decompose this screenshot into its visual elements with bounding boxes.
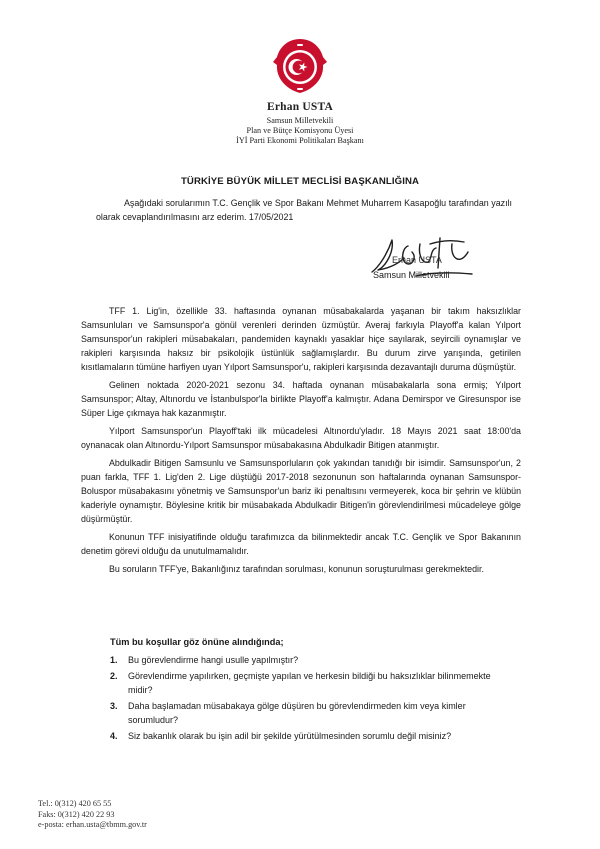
body-paragraph: Bu soruların TFF'ye, Bakanlığınız tarafından sorulması, konunun soruşturulması gerekmektedir. <box>109 564 484 574</box>
question-number: 1. <box>110 655 118 665</box>
intro-paragraph: Aşağıdaki sorularımın T.C. Gençlik ve Spor Bakanı Mehmet Muharrem Kasapoğlu tarafından yazılı olarak cevaplandırılmasını arz ederim. 17/05/2021 <box>96 198 512 222</box>
body-paragraph: Yılport Samsunspor'un Playoff'taki ilk mücadelesi Altınordu'yladır. 18 Mayıs 2021 saat 18:00'da oynanacak olan Altınordu-Yılport Samsunspor müsabakasına Abdulkadir Bitigen atanmıştır. <box>81 426 521 450</box>
question-text: Daha başlamadan müsabakaya gölge düşüren bu görevlendirmeden kim veya kimler sorumludur? <box>128 701 466 725</box>
header-line-district: Samsun Milletvekili <box>266 116 334 125</box>
questions-heading: Tüm bu koşullar göz önüne alındığında; <box>110 637 284 647</box>
header-line-committee: Plan ve Bütçe Komisyonu Üyesi <box>246 126 354 135</box>
question-item <box>110 729 505 743</box>
question-text: Görevlendirme yapılırken, geçmişte yapılan ve herkesin bildiği bu haksızlıklar bilinmemekte midir? <box>128 671 491 695</box>
question-text: Siz bakanlık olarak bu işin adil bir şekilde yürütülmesinden sorumlu değil misiniz? <box>128 731 452 741</box>
question-number: 3. <box>110 701 118 711</box>
signature-title: Samsun Milletvekili <box>373 270 450 280</box>
body-paragraph: Konunun TFF inisiyatifinde olduğu tarafımızca da bilinmektedir ancak T.C. Gençlik ve Spor Bakanının denetim görevi olduğu da unutulmamalıdır. <box>81 532 521 556</box>
body-paragraph: Gelinen noktada 2020-2021 sezonu 34. haftada oynanan müsabakalarla sona ermiş; Yılport Samsunspor; Altay, Altınordu ve İstanbulspor'la birlikte Playoff'a kalmıştır. Adana Demirspor ve Giresunspor ise Süper Lige çıkmaya hak kazanmıştır. <box>81 380 521 418</box>
signature-name: Erhan USTA <box>392 255 442 265</box>
question-number: 4. <box>110 731 118 741</box>
question-number: 2. <box>110 671 118 681</box>
body-text <box>81 304 521 580</box>
questions-list <box>110 653 505 745</box>
tbmm-seal-icon <box>271 36 329 96</box>
addressee-heading: TÜRKİYE BÜYÜK MİLLET MECLİSİ BAŞKANLIĞINA <box>180 176 420 187</box>
question-item <box>110 669 505 697</box>
question-item <box>110 699 505 727</box>
body-paragraph: Abdulkadir Bitigen Samsunlu ve Samsunsporluların çok yakından tanıdığı bir isimdir. Samsunspor'un, 2 puan farkla, TFF 1. Lig'den 2. Lige düştüğü 2017-2018 sezonunun son haftalarında oynanan Samsunspor-Boluspor müsabakasını yönetmiş ve Samsunspor'un bariz iki penaltısını vermeyerek, koca bir şehrin ve klübün kaderiyle oynamıştır. Böylesine kritik bir müsabakada Abdulkadir Bitigen'in görevlendirilmesi mücadeleye gölge düşürmüştür. <box>81 458 521 524</box>
contact-phone: Tel.: 0(312) 420 65 55 <box>38 799 112 808</box>
contact-email: e-posta: erhan.usta@tbmm.gov.tr <box>38 820 147 829</box>
question-text: Bu görevlendirme hangi usulle yapılmıştır? <box>128 655 299 665</box>
header-name: Erhan USTA <box>266 101 333 113</box>
body-paragraph: TFF 1. Lig'in, özellikle 33. haftasında oynanan müsabakalarda yaşanan bir takım haksızlıklar Samsunluları ve Samsunspor'a gönül verenleri derinden üzmüştür. Averaj farkıyla Playoff'a kalan Yılport Samsunspor'un rakipleri müsabakaları, pandemiden kaynaklı yasaklar hiçe sayılarak, seyircili oynamışlar ve rakipleri karşısında haksız bir psikolojik üstünlük sağlamışlardır. Bu durum zirve yarışında, getirilen kısıtlamaların tümüne harfiyen uyan Yılport Samsunspor'u, rakipleri karşısında dezavantajlı duruma düşmüştür. <box>81 306 521 372</box>
question-item <box>110 653 505 667</box>
header-line-party: İYİ Parti Ekonomi Politikaları Başkanı <box>236 136 364 145</box>
contact-fax: Faks: 0(312) 420 22 93 <box>38 809 115 819</box>
contact-block <box>38 799 147 831</box>
